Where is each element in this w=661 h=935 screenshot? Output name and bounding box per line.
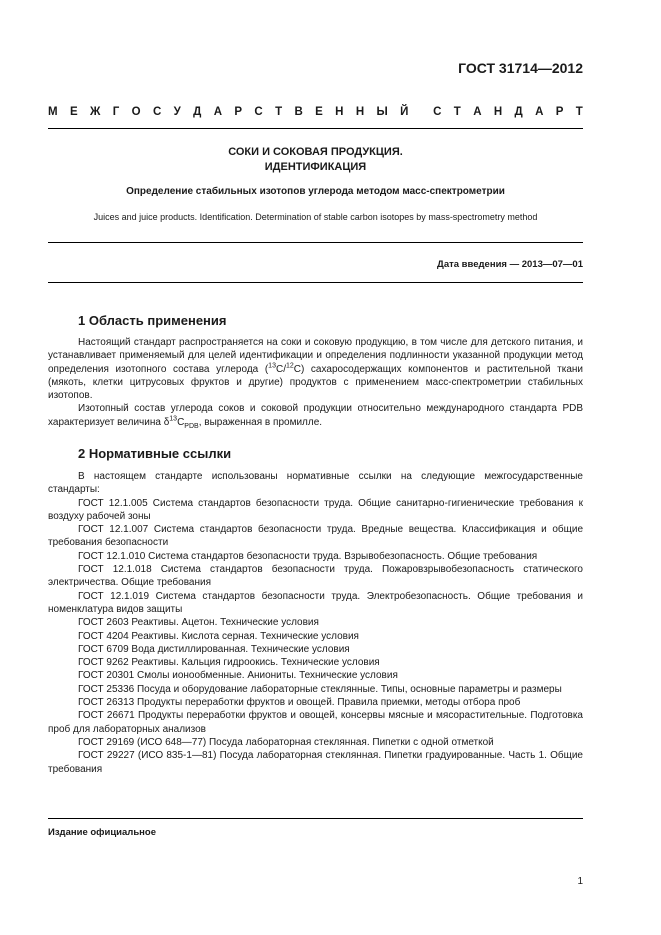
reference-item: ГОСТ 12.1.007 Система стандартов безопасности труда. Вредные вещества. Классификация и общие требования безопасности: [48, 524, 583, 549]
banner-letter: С: [254, 106, 263, 118]
banner-letter: Н: [493, 106, 503, 118]
section-heading: 2 Нормативные ссылки: [78, 446, 232, 461]
divider: [48, 128, 583, 129]
section-1-body: [48, 336, 583, 429]
divider: [48, 282, 583, 283]
reference-item: ГОСТ 29169 (ИСО 648—77) Посуда лабораторная стеклянная. Пипетки с одной отметкой: [78, 736, 494, 748]
banner-letter: А: [213, 106, 223, 118]
reference-item: ГОСТ 6709 Вода дистиллированная. Технические условия: [78, 643, 350, 655]
banner-letter: Т: [575, 106, 583, 118]
reference-item: ГОСТ 4204 Реактивы. Кислота серная. Технические условия: [78, 630, 359, 642]
document-subtitle: Определение стабильных изотопов углерода методом масс-спектрометрии: [126, 186, 505, 197]
banner-letter: А: [535, 106, 544, 118]
reference-item: ГОСТ 2603 Реактивы. Ацетон. Технические условия: [78, 617, 319, 629]
reference-item: ГОСТ 20301 Смолы ионообменные. Аниониты. Технические условия: [78, 670, 398, 682]
banner-letter: Р: [234, 106, 243, 118]
banner-letter: Т: [453, 106, 461, 118]
banner-letter: Н: [335, 106, 344, 118]
reference-item: ГОСТ 12.1.019 Система стандартов безопасности труда. Электробезопасность. Общие требования и номенклатура видов защиты: [48, 590, 583, 615]
title-line: СОКИ И СОКОВАЯ ПРОДУКЦИЯ.: [228, 146, 403, 158]
reference-item: ГОСТ 12.1.018 Система стандартов безопасности труда. Пожаровзрывобезопасность статического электричества. Общие требования: [48, 564, 583, 589]
banner-letter: У: [173, 106, 181, 118]
section-heading: 1 Область применения: [78, 313, 227, 328]
english-title: Juices and juice products. Identification. Determination of stable carbon isotopes by mass-spectrometry method: [93, 212, 538, 222]
edition-note: Издание официальное: [48, 827, 156, 838]
reference-item: ГОСТ 29227 (ИСО 835-1—81) Посуда лабораторная стеклянная. Пипетки градуированные. Часть 1. Общие требования: [48, 750, 583, 775]
banner-letter: А: [473, 106, 482, 118]
banner-letter: Р: [555, 106, 564, 118]
banner-letter: С: [152, 106, 162, 118]
banner-letter: М: [48, 106, 58, 118]
banner-letter: Н: [355, 106, 365, 118]
banner-letter: Ж: [89, 106, 101, 118]
reference-item: ГОСТ 12.1.010 Система стандартов безопасности труда. Взрывобезопасность. Общие требования: [78, 550, 538, 562]
reference-item: ГОСТ 26313 Продукты переработки фруктов и овощей. Правила приемки, методы отбора проб: [78, 697, 521, 709]
standard-banner: [48, 106, 583, 118]
page-number: 1: [577, 876, 583, 887]
banner-letter: Е: [69, 106, 78, 118]
reference-item: ГОСТ 26671 Продукты переработки фруктов и овощей, консервы мясные и мясорастительные. Подготовка проб для лабораторных анализов: [48, 710, 583, 735]
reference-item: ГОСТ 12.1.005 Система стандартов безопасности труда. Общие санитарно-гигиенические требования к воздуху рабочей зоны: [48, 497, 583, 522]
banner-letter: Г: [112, 106, 120, 118]
document-title: [48, 145, 583, 175]
title-line: ИДЕНТИФИКАЦИЯ: [264, 161, 367, 173]
paragraph: Настоящий стандарт распространяется на соки и соковую продукцию, в том числе для детского питания, и устанавливает применяемый для целей идентификации и определения подлинности указанной продукции метод определения изотопного состава углерода ($^{13}$C/$^{12}$C) сахаросодержащих компонентов и растительной ткани (мякоть, клетки цитрусовых фруктов и другие) продуктов с применением масс-спектрометрии стабильных изотопов.: [48, 337, 583, 402]
banner-letter: С: [433, 106, 442, 118]
paragraph: Изотопный состав углерода соков и соковой продукции относительно международного стандарта PDB характеризует величина $\delta^{13}C_{PDB}$, выраженная в промилле.: [48, 403, 583, 430]
banner-letter: Й: [400, 106, 409, 118]
reference-item: ГОСТ 9262 Реактивы. Кальция гидроокись. Технические условия: [78, 657, 380, 669]
reference-item: ГОСТ 25336 Посуда и оборудование лабораторные стеклянные. Типы, основные параметры и размеры: [78, 683, 562, 695]
introduction-date: Дата введения — 2013—07—01: [437, 259, 583, 270]
banner-letter: В: [294, 106, 303, 118]
document-number: ГОСТ 31714—2012: [458, 60, 583, 76]
divider: [48, 818, 583, 819]
banner-letter: Ы: [376, 106, 388, 118]
banner-letter: Е: [315, 106, 323, 118]
banner-letter: Т: [275, 106, 283, 118]
banner-letter: Д: [193, 106, 202, 118]
banner-letter: Д: [514, 106, 523, 118]
paragraph: В настоящем стандарте использованы нормативные ссылки на следующие межгосударственные стандарты:: [48, 471, 583, 496]
section-2-body: [48, 470, 583, 776]
banner-letter: О: [131, 106, 141, 118]
divider: [48, 242, 583, 243]
